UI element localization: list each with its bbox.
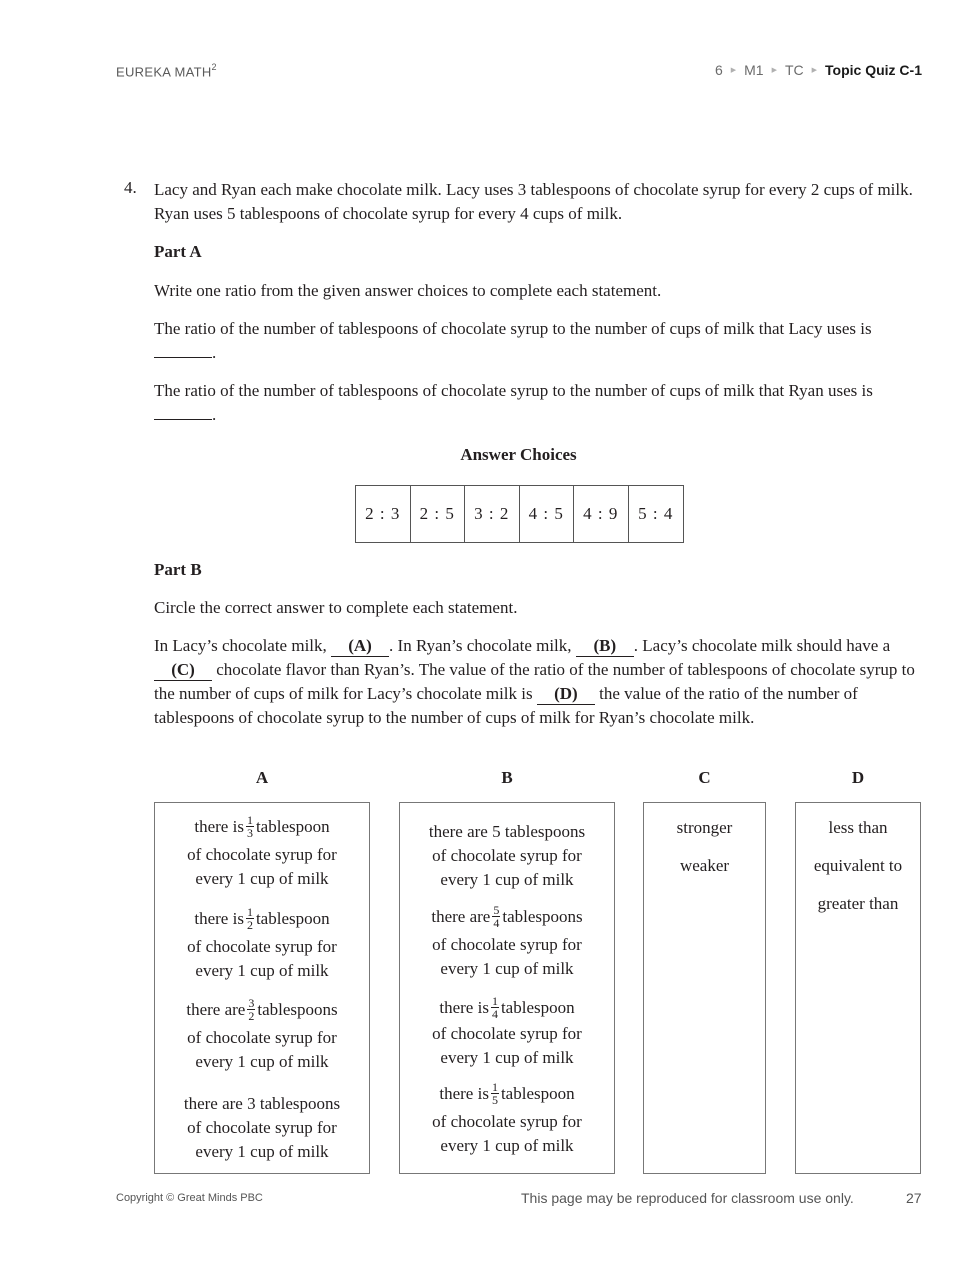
answer-choice[interactable]: 4 : 5 <box>520 486 575 542</box>
fraction <box>491 995 499 1020</box>
numerator: 1 <box>491 993 498 1008</box>
option-text: of chocolate syrup for every 1 cup of milk <box>432 846 582 889</box>
option-text: of chocolate syrup for every 1 cup of milk <box>187 1027 337 1071</box>
answer-choices-title: Answer Choices <box>460 445 577 464</box>
option-text: there is <box>194 909 244 928</box>
option-text: of chocolate syrup for every 1 cup of milk <box>187 1118 337 1161</box>
option-b4[interactable] <box>400 1079 614 1158</box>
breadcrumb-arrow-icon: ▶ <box>811 67 818 74</box>
blank-a[interactable]: (A) <box>331 636 389 657</box>
lacy-ratio-blank[interactable] <box>154 342 212 358</box>
statement-text: The ratio of the number of tablespoons of chocolate syrup to the number of cups of milk that Ryan uses is <box>154 381 873 400</box>
option-text: of chocolate syrup for every 1 cup of milk <box>432 1023 582 1067</box>
option-text: there are <box>431 907 491 926</box>
numerator: 3 <box>248 995 255 1010</box>
column-b-label: B <box>501 768 513 787</box>
statement-text: . In Ryan’s chocolate milk, <box>389 636 572 655</box>
option-d3[interactable]: greater than <box>817 894 899 913</box>
fraction <box>246 814 254 839</box>
option-d2[interactable]: equivalent to <box>813 856 903 875</box>
reproduction-note: This page may be reproduced for classroom use only. <box>521 1190 854 1206</box>
option-a4[interactable] <box>155 1092 369 1164</box>
blank-c[interactable]: (C) <box>154 660 212 681</box>
option-text: of chocolate syrup for every 1 cup of milk <box>432 934 582 978</box>
option-a3[interactable] <box>155 995 369 1074</box>
column-a-label: A <box>255 768 269 787</box>
breadcrumb-grade: 6 <box>714 62 723 78</box>
answer-choice[interactable]: 2 : 5 <box>411 486 466 542</box>
answer-choices-table <box>355 485 684 543</box>
part-b-statement <box>154 634 919 730</box>
period: . <box>212 405 217 424</box>
option-text: tablespoons <box>257 1000 338 1019</box>
statement-text: chocolate flavor than Ryan’s. The value of the ratio of the number of tablespoons of chocolate syrup to the number of cups of milk for Lacy’s chocolate milk is <box>154 660 915 703</box>
option-text: tablespoon <box>500 1084 575 1103</box>
denominator: 3 <box>246 825 253 840</box>
question-number: 4. <box>124 178 137 197</box>
option-a1[interactable] <box>155 812 369 891</box>
part-a-statement-ryan <box>154 379 924 427</box>
brand-text: EUREKA MATH <box>116 64 212 80</box>
option-text: tablespoon <box>255 817 330 836</box>
option-b1[interactable] <box>400 820 614 892</box>
answer-choice[interactable]: 5 : 4 <box>638 504 674 523</box>
brand-logo <box>116 63 217 79</box>
answer-choice[interactable]: 3 : 2 <box>465 486 520 542</box>
option-d1[interactable]: less than <box>828 818 888 837</box>
option-text: tablespoon <box>255 909 330 928</box>
option-c2[interactable]: weaker <box>679 856 730 875</box>
denominator: 2 <box>246 917 253 932</box>
option-text: there are 5 tablespoons <box>428 822 586 841</box>
option-text: there is <box>439 998 489 1017</box>
part-b-heading: Part B <box>154 560 202 579</box>
breadcrumb-arrow-icon: ▶ <box>730 67 737 74</box>
column-c-label: C <box>698 768 711 787</box>
statement-text: the value of the ratio of the number of tablespoons of chocolate syrup to the number of cups of milk for Ryan’s chocolate milk. <box>154 684 858 727</box>
column-a-options <box>154 802 370 1174</box>
option-text: of chocolate syrup for every 1 cup of milk <box>187 844 337 888</box>
option-text: there is <box>194 817 244 836</box>
blank-b[interactable]: (B) <box>576 636 634 657</box>
copyright-text: Copyright © Great Minds PBC <box>116 1192 263 1204</box>
denominator: 5 <box>491 1092 498 1107</box>
ryan-ratio-blank[interactable] <box>154 404 212 420</box>
answer-choice[interactable]: 2 : 3 <box>356 486 411 542</box>
fraction <box>247 997 255 1022</box>
question-stem: Lacy and Ryan each make chocolate milk. Lacy uses 3 tablespoons of chocolate syrup for every 2 cups of milk. Ryan uses 5 tablespoons of chocolate syrup for every 4 cups of milk. <box>154 180 913 223</box>
numerator: 1 <box>246 904 253 919</box>
option-a2[interactable] <box>155 904 369 983</box>
option-b2[interactable] <box>400 902 614 981</box>
period: . <box>212 343 217 362</box>
answer-choice[interactable]: 4 : 9 <box>574 486 629 542</box>
option-text: tablespoon <box>500 998 575 1017</box>
column-b-options <box>399 802 615 1174</box>
statement-text: . Lacy’s chocolate milk should have a <box>633 636 891 655</box>
part-a-statement-lacy <box>154 317 924 365</box>
column-c-options <box>643 802 766 1174</box>
brand-superscript: 2 <box>211 62 217 72</box>
numerator: 1 <box>246 812 253 827</box>
numerator: 5 <box>493 902 500 917</box>
blank-d[interactable]: (D) <box>537 684 595 705</box>
breadcrumb-arrow-icon: ▶ <box>771 67 777 74</box>
part-a-heading: Part A <box>154 242 202 261</box>
column-d-options <box>795 802 921 1174</box>
option-b3[interactable] <box>400 993 614 1070</box>
option-text: there is <box>439 1084 489 1103</box>
part-b-instruction: Circle the correct answer to complete each statement. <box>154 598 518 617</box>
statement-text: In Lacy’s chocolate milk, <box>154 636 327 655</box>
option-text: of chocolate syrup for every 1 cup of milk <box>432 1111 582 1155</box>
option-text: of chocolate syrup for every 1 cup of milk <box>187 936 337 980</box>
breadcrumb-module: M1 <box>744 62 764 78</box>
part-a-instruction: Write one ratio from the given answer choices to complete each statement. <box>154 281 662 300</box>
option-text: there are 3 tablespoons <box>183 1094 341 1113</box>
fraction <box>491 1081 499 1106</box>
fraction <box>492 904 500 929</box>
breadcrumb <box>715 62 922 78</box>
option-text: there are <box>186 1000 246 1019</box>
option-c1[interactable]: stronger <box>676 818 733 837</box>
numerator: 1 <box>491 1079 498 1094</box>
denominator: 4 <box>491 1006 498 1021</box>
column-d-label: D <box>851 768 865 787</box>
denominator: 4 <box>493 915 500 930</box>
page-number: 27 <box>906 1190 922 1206</box>
breadcrumb-current: Topic Quiz C-1 <box>825 62 922 78</box>
fraction <box>246 906 254 931</box>
option-text: tablespoons <box>502 907 583 926</box>
breadcrumb-topic: TC <box>784 62 804 78</box>
denominator: 2 <box>248 1008 255 1023</box>
statement-text: The ratio of the number of tablespoons of chocolate syrup to the number of cups of milk that Lacy uses is <box>154 319 872 338</box>
